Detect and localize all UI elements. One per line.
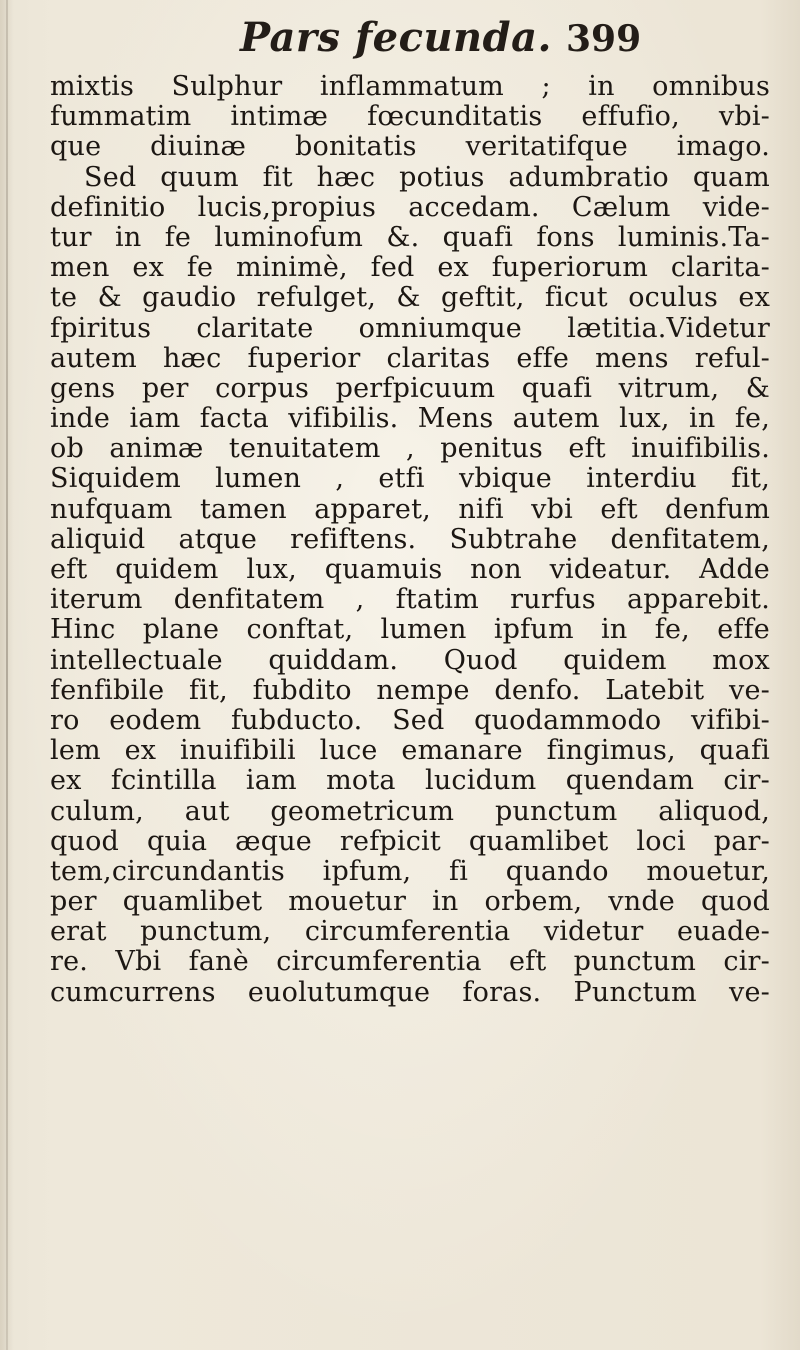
text-line: cumcurrens euolutumque foras. Punctum ve- — [50, 976, 770, 1008]
page-number: 399 — [566, 18, 642, 60]
text-line: ob animæ tenuitatem , penitus eft inuifibilis. — [50, 433, 770, 465]
text-line: te & gaudio refulget, & geftit, ficut oculus ex — [50, 282, 770, 314]
text-line: iterum denfitatem , ftatim rurfus apparebit. — [50, 584, 770, 616]
text-line: tur in fe luminofum &. quafi fons luminis.Ta- — [50, 221, 770, 253]
running-head-title: Pars fecunda. — [240, 14, 552, 61]
text-line: Siquidem lumen , etfi vbique interdiu fit, — [50, 463, 770, 495]
text-line: ro eodem fubducto. Sed quodammodo vifibi- — [50, 704, 770, 736]
body-text — [50, 72, 770, 1008]
text-line: ex fcintilla iam mota lucidum quendam cir- — [50, 765, 770, 797]
text-line: erat punctum, circumferentia videtur euade- — [50, 916, 770, 948]
text-line: Hinc plane conftat, lumen ipfum in fe, effe — [50, 614, 770, 646]
text-line: men ex fe minimè, fed ex fuperiorum clarita- — [50, 252, 770, 284]
text-line: definitio lucis,propius accedam. Cælum vide- — [50, 191, 770, 223]
text-line: eft quidem lux, quamuis non videatur. Adde — [50, 554, 770, 585]
text-line: gens per corpus perfpicuum quafi vitrum, & — [50, 372, 770, 404]
text-line: inde iam facta vifibilis. Mens autem lux, in fe, — [50, 403, 770, 435]
text-line: per quamlibet mouetur in orbem, vnde quod — [50, 886, 770, 918]
text-line: mixtis Sulphur inflammatum ; in omnibus — [50, 71, 770, 102]
text-line: autem hæc fuperior claritas effe mens reful- — [50, 342, 770, 374]
running-head — [0, 14, 800, 62]
text-line: que diuinæ bonitatis veritatifque imago. — [50, 131, 770, 163]
text-line: quod quia æque refpicit quamlibet loci par- — [50, 825, 770, 857]
text-line: fpiritus claritate omniumque lætitia.Videtur — [50, 312, 770, 344]
binding-gutter — [6, 0, 8, 1350]
text-line: Sed quum fit hæc potius adumbratio quam — [84, 161, 770, 193]
text-line: fenfibile fit, fubdito nempe denfo. Latebit ve- — [50, 674, 770, 706]
text-line: re. Vbi fanè circumferentia eft punctum cir- — [50, 946, 770, 978]
text-line: tem,circundantis ipfum, fi quando mouetur, — [50, 855, 770, 887]
text-line: intellectuale quiddam. Quod quidem mox — [50, 644, 770, 676]
text-line: fummatim intimæ fœcunditatis effufio, vbi- — [50, 101, 770, 133]
text-line: nufquam tamen apparet, nifi vbi eft denfum — [50, 493, 770, 525]
text-line: culum, aut geometricum punctum aliquod, — [50, 795, 770, 827]
text-line: aliquid atque refiftens. Subtrahe denfitatem, — [50, 523, 770, 555]
text-line: lem ex inuifibili luce emanare fingimus, quafi — [50, 735, 770, 767]
